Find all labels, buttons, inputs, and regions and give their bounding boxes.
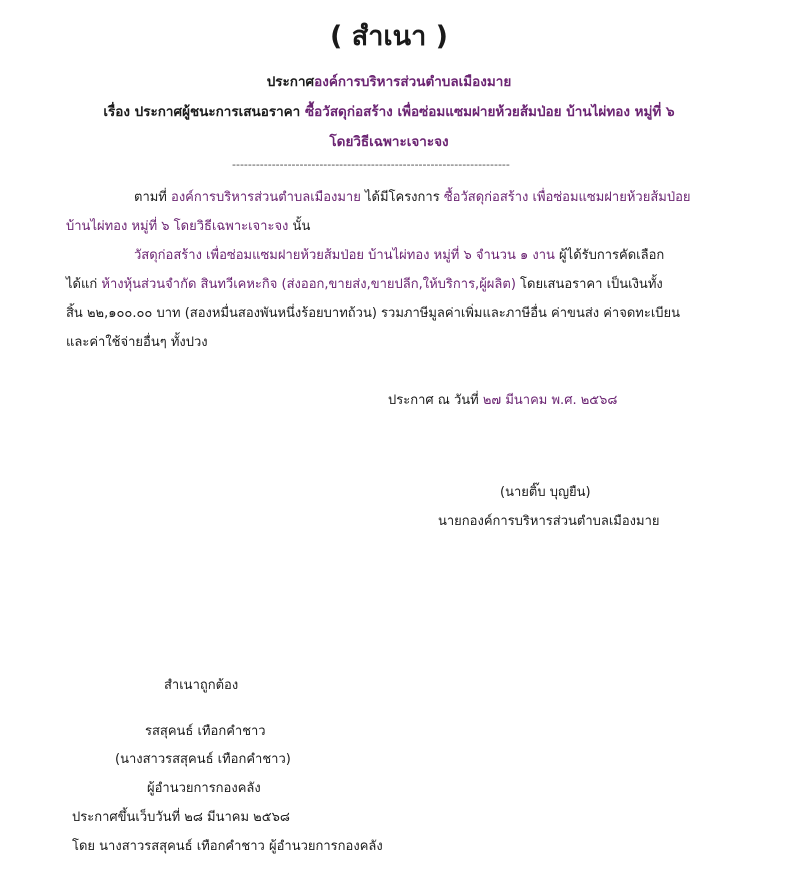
p2-winner: ห้างหุ้นส่วนจำกัด สินทวีเคหะกิจ (ส่งออก,ขายส่ง,ขายปลีก,ให้บริการ,ผู้ผลิต) [101,277,516,292]
header-issuer [0,70,778,92]
p2-project: วัสดุก่อสร้าง เพื่อซ่อมแซมฝายห้วยส้มป่อย บ้านไผ่ทอง หมู่ที่ ๖ จำนวน ๑ งาน [134,248,555,263]
p1-text-a: ตามที่ [134,190,172,205]
certified-position: ผู้อำนวยการกองคลัง [147,781,261,796]
announce-date [388,389,617,410]
header-issuer-prefix: ประกาศ [266,74,315,90]
signer-position: นายกองค์การบริหารส่วนตำบลเมืองมาย [438,514,660,529]
signer-name: (นายติ๊บ บุญยืน) [500,485,591,500]
p1-project: ซื้อวัสดุก่อสร้าง เพื่อซ่อมแซมฝายห้วยส้มป่อย [443,190,691,205]
body-p2-line2 [66,273,663,294]
certified-signature: รสสุคนธ์ เทือกคำชาว [145,724,266,739]
header-method: โดยวิธีเฉพาะเจาะจง [329,134,449,150]
p1-org: องค์การบริหารส่วนตำบลเมืองมาย [171,190,361,205]
document-title: ( สำเนา ) [330,21,448,52]
announce-date-value: ๒๗ มีนาคม พ.ศ. ๒๕๖๘ [482,393,618,408]
body-p1-line1 [134,186,691,207]
posted-date: ประกาศขึ้นเว็บวันที่ ๒๘ มีนาคม ๒๕๖๘ [72,810,290,825]
p1-end: นั้น [288,219,311,234]
header-subject-project: ซื้อวัสดุก่อสร้าง เพื่อซ่อมแซมฝายห้วยส้มป่อย บ้านไผ่ทอง หมู่ที่ ๖ [304,104,675,120]
body-p2-line3: สิ้น ๒๒,๑๐๐.๐๐ บาท (สองหมื่นสองพันหนึ่งร้อยบาทถ้วน) รวมภาษีมูลค่าเพิ่มและภาษีอื่น ค่าขนส่ง ค่าจดทะเบียน [66,306,681,321]
header-divider: ---------------------------------------------------------------------- [232,158,510,171]
posted-by: โดย นางสาวรสสุคนธ์ เทือกคำชาว ผู้อำนวยการกองคลัง [72,839,383,854]
body-p2-line1 [134,244,664,265]
header-subject [0,100,778,122]
p2-text-a: ได้แก่ [66,277,102,292]
p1-project-cont: บ้านไผ่ทอง หมู่ที่ ๖ โดยวิธีเฉพาะเจาะจง [66,219,289,234]
header-subject-prefix: เรื่อง ประกาศผู้ชนะการเสนอราคา [103,104,305,120]
certified-name: (นางสาวรสสุคนธ์ เทือกคำชาว) [115,752,291,767]
p2-text-c: โดยเสนอราคา เป็นเงินทั้ง [515,277,663,292]
announce-label: ประกาศ ณ วันที่ [388,393,483,408]
certified-label: สำเนาถูกต้อง [164,678,239,693]
body-p1-line2 [66,215,310,236]
body-p2-line4: และค่าใช้จ่ายอื่นๆ ทั้งปวง [66,335,208,350]
p1-text-c: ได้มีโครงการ [360,190,444,205]
header-issuer-org: องค์การบริหารส่วนตำบลเมืองมาย [314,74,512,90]
p2-selected: ผู้ได้รับการคัดเลือก [554,248,665,263]
